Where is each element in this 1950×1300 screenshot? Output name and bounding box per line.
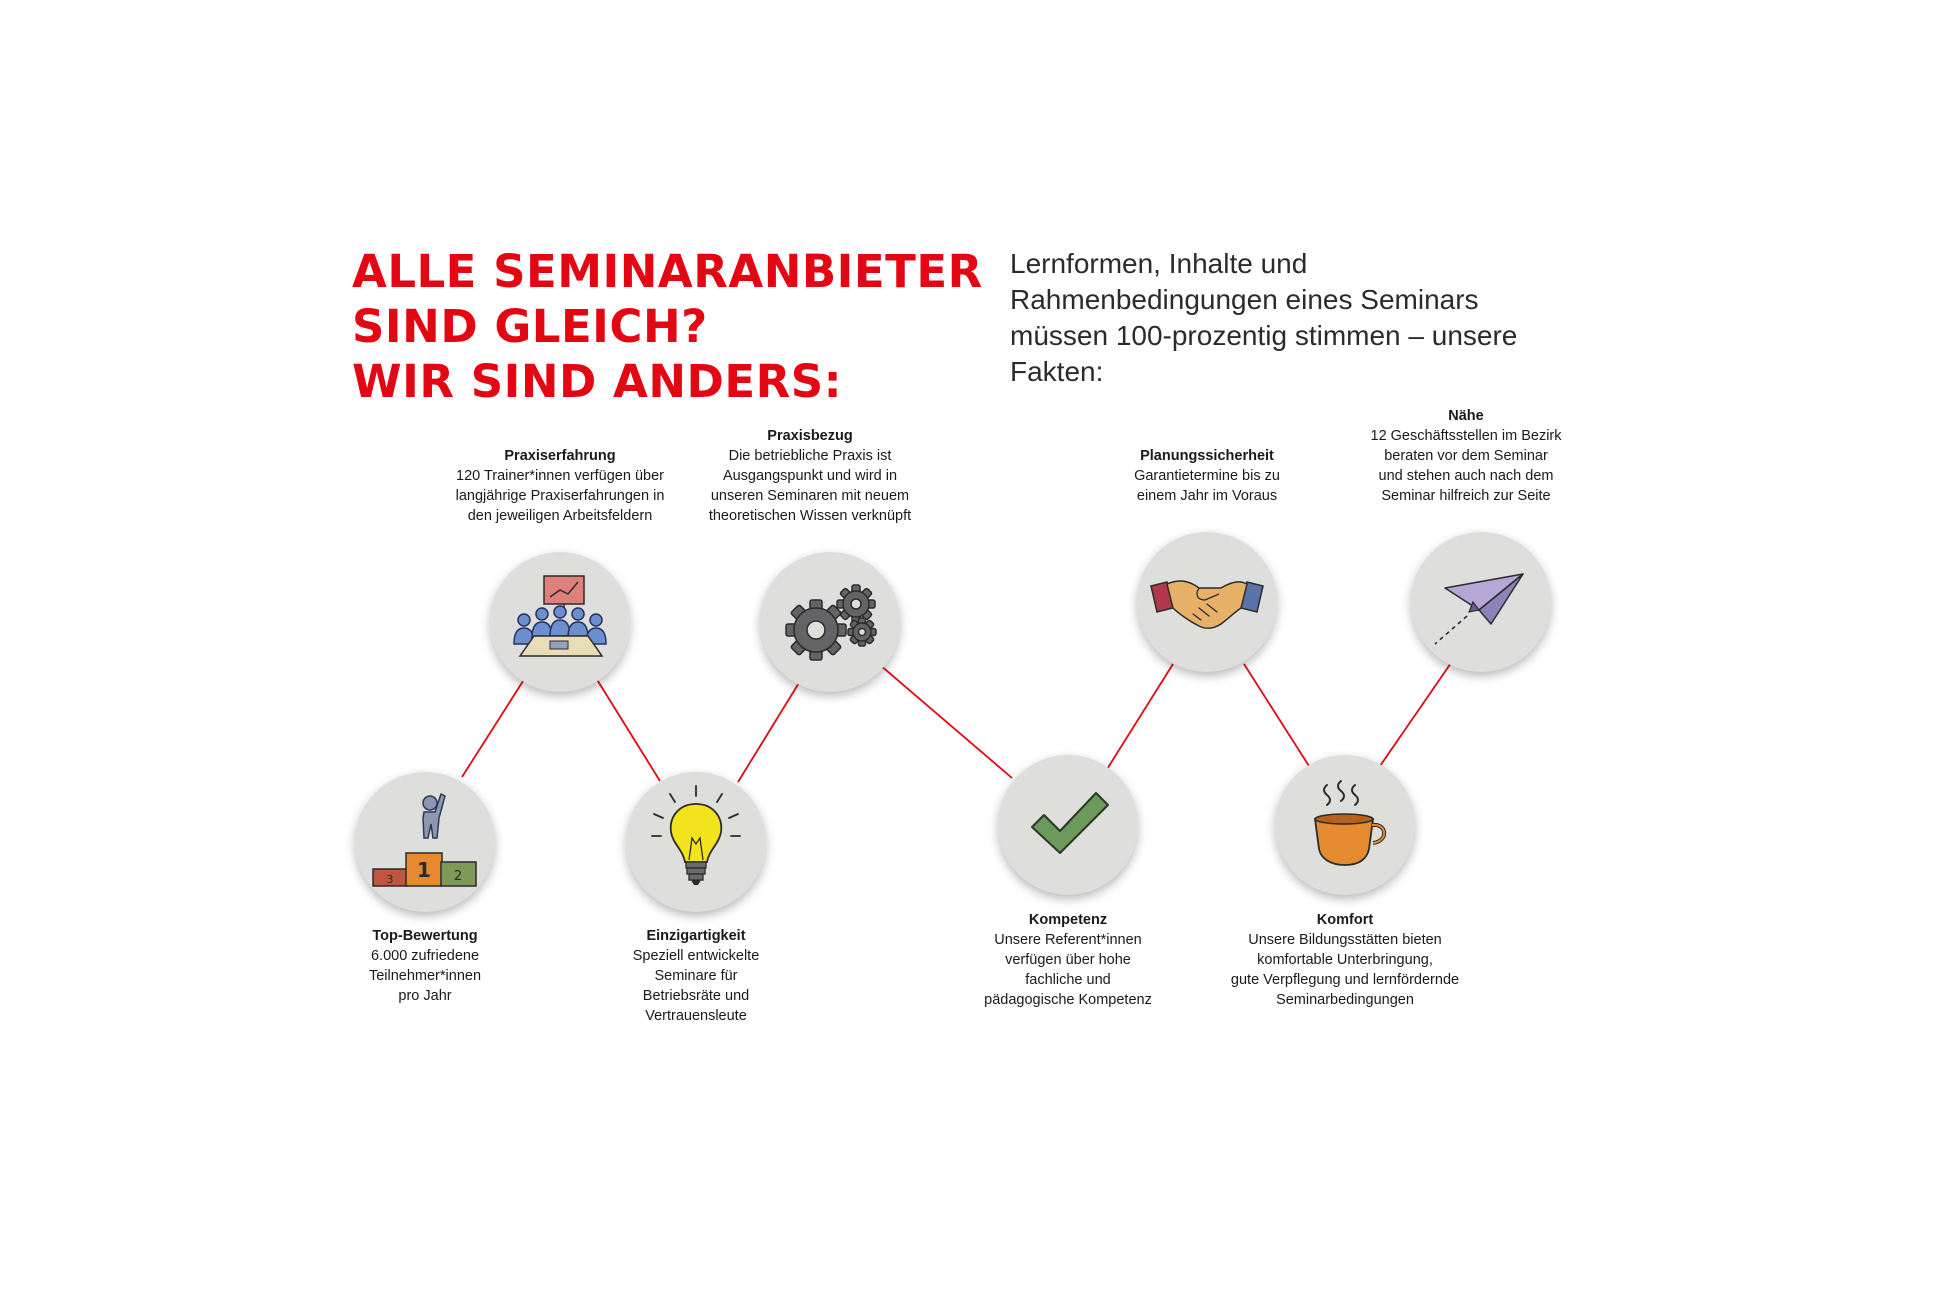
circle-komfort — [1275, 755, 1415, 895]
intro-text: Lernformen, Inhalte und Rahmenbedingungen eines Seminars müssen 100-prozentig stimmen – unsere Fakten: — [1010, 248, 1518, 387]
fact-text: 12 Geschäftsstellen im Bezirk beraten vor dem Seminar und stehen auch nach dem Seminar hilfreich zur Seite — [1370, 428, 1562, 504]
circle-naehe — [1411, 532, 1551, 672]
headline-line-1: ALLE SEMINARANBIETER — [352, 245, 983, 298]
fact-title: Nähe — [1448, 408, 1484, 424]
podium-label-1: 1 — [417, 858, 431, 882]
connector-line — [462, 678, 525, 777]
circle-kompetenz — [998, 755, 1138, 895]
circle-praxisbezug — [760, 552, 900, 692]
fact-title: Kompetenz — [1028, 912, 1108, 928]
fact-text: Unsere Bildungsstätten bieten komfortable Unterbringung, gute Verpflegung und lernfördernde Seminarbedingungen — [1230, 932, 1460, 1008]
fact-title: Einzigartigkeit — [646, 928, 746, 944]
fact-title: Top-Bewertung — [372, 928, 478, 944]
podium-label-2: 2 — [453, 869, 463, 884]
connector-line — [1244, 664, 1309, 766]
headline-line-2: SIND GLEICH? — [352, 300, 708, 353]
connector-line — [596, 678, 660, 781]
meeting-icon — [490, 552, 630, 692]
connector-line — [1380, 663, 1451, 766]
fact-title: Praxiserfahrung — [504, 448, 616, 464]
handshake-icon — [1137, 532, 1277, 672]
fact-text: 6.000 zufriedene Teilnehmer*innen pro Jahr — [368, 948, 482, 1004]
coffee-cup-icon — [1275, 755, 1415, 895]
circle-praxiserfahrung — [490, 552, 630, 692]
circle-planungssicherheit — [1137, 532, 1277, 672]
fact-text: Unsere Referent*innen verfügen über hohe fachliche und pädagogische Kompetenz — [984, 932, 1152, 1008]
podium-icon — [355, 772, 495, 912]
fact-title: Praxisbezug — [767, 428, 853, 444]
fact-praxisbezug — [645, 426, 975, 526]
fact-text: Garantietermine bis zu einem Jahr im Voraus — [1134, 468, 1280, 504]
fact-text: Die betriebliche Praxis ist Ausgangspunkt und wird in unseren Seminaren mit neuem theoretischen Wissen verknüpft — [708, 448, 912, 524]
gears-icon — [760, 552, 900, 692]
fact-title: Planungssicherheit — [1140, 448, 1274, 464]
circle-top-bewertung — [355, 772, 495, 912]
fact-einzigartigkeit — [531, 926, 861, 1026]
podium-label-3: 3 — [386, 873, 394, 886]
fact-naehe — [1301, 406, 1631, 506]
checkmark-icon — [998, 755, 1138, 895]
circle-einzigartigkeit — [626, 772, 766, 912]
fact-komfort — [1180, 910, 1510, 1010]
fact-title: Komfort — [1316, 912, 1374, 928]
fact-text: Speziell entwickelte Seminare für Betriebsräte und Vertrauensleute — [632, 948, 760, 1024]
fact-text: 120 Trainer*innen verfügen über langjährige Praxiserfahrungen in den jeweiligen Arbeitsfeldern — [455, 468, 665, 524]
headline-line-3: WIR SIND ANDERS: — [352, 355, 843, 408]
paper-plane-icon — [1411, 532, 1551, 672]
lightbulb-icon — [626, 772, 766, 912]
connector-line — [738, 678, 802, 782]
